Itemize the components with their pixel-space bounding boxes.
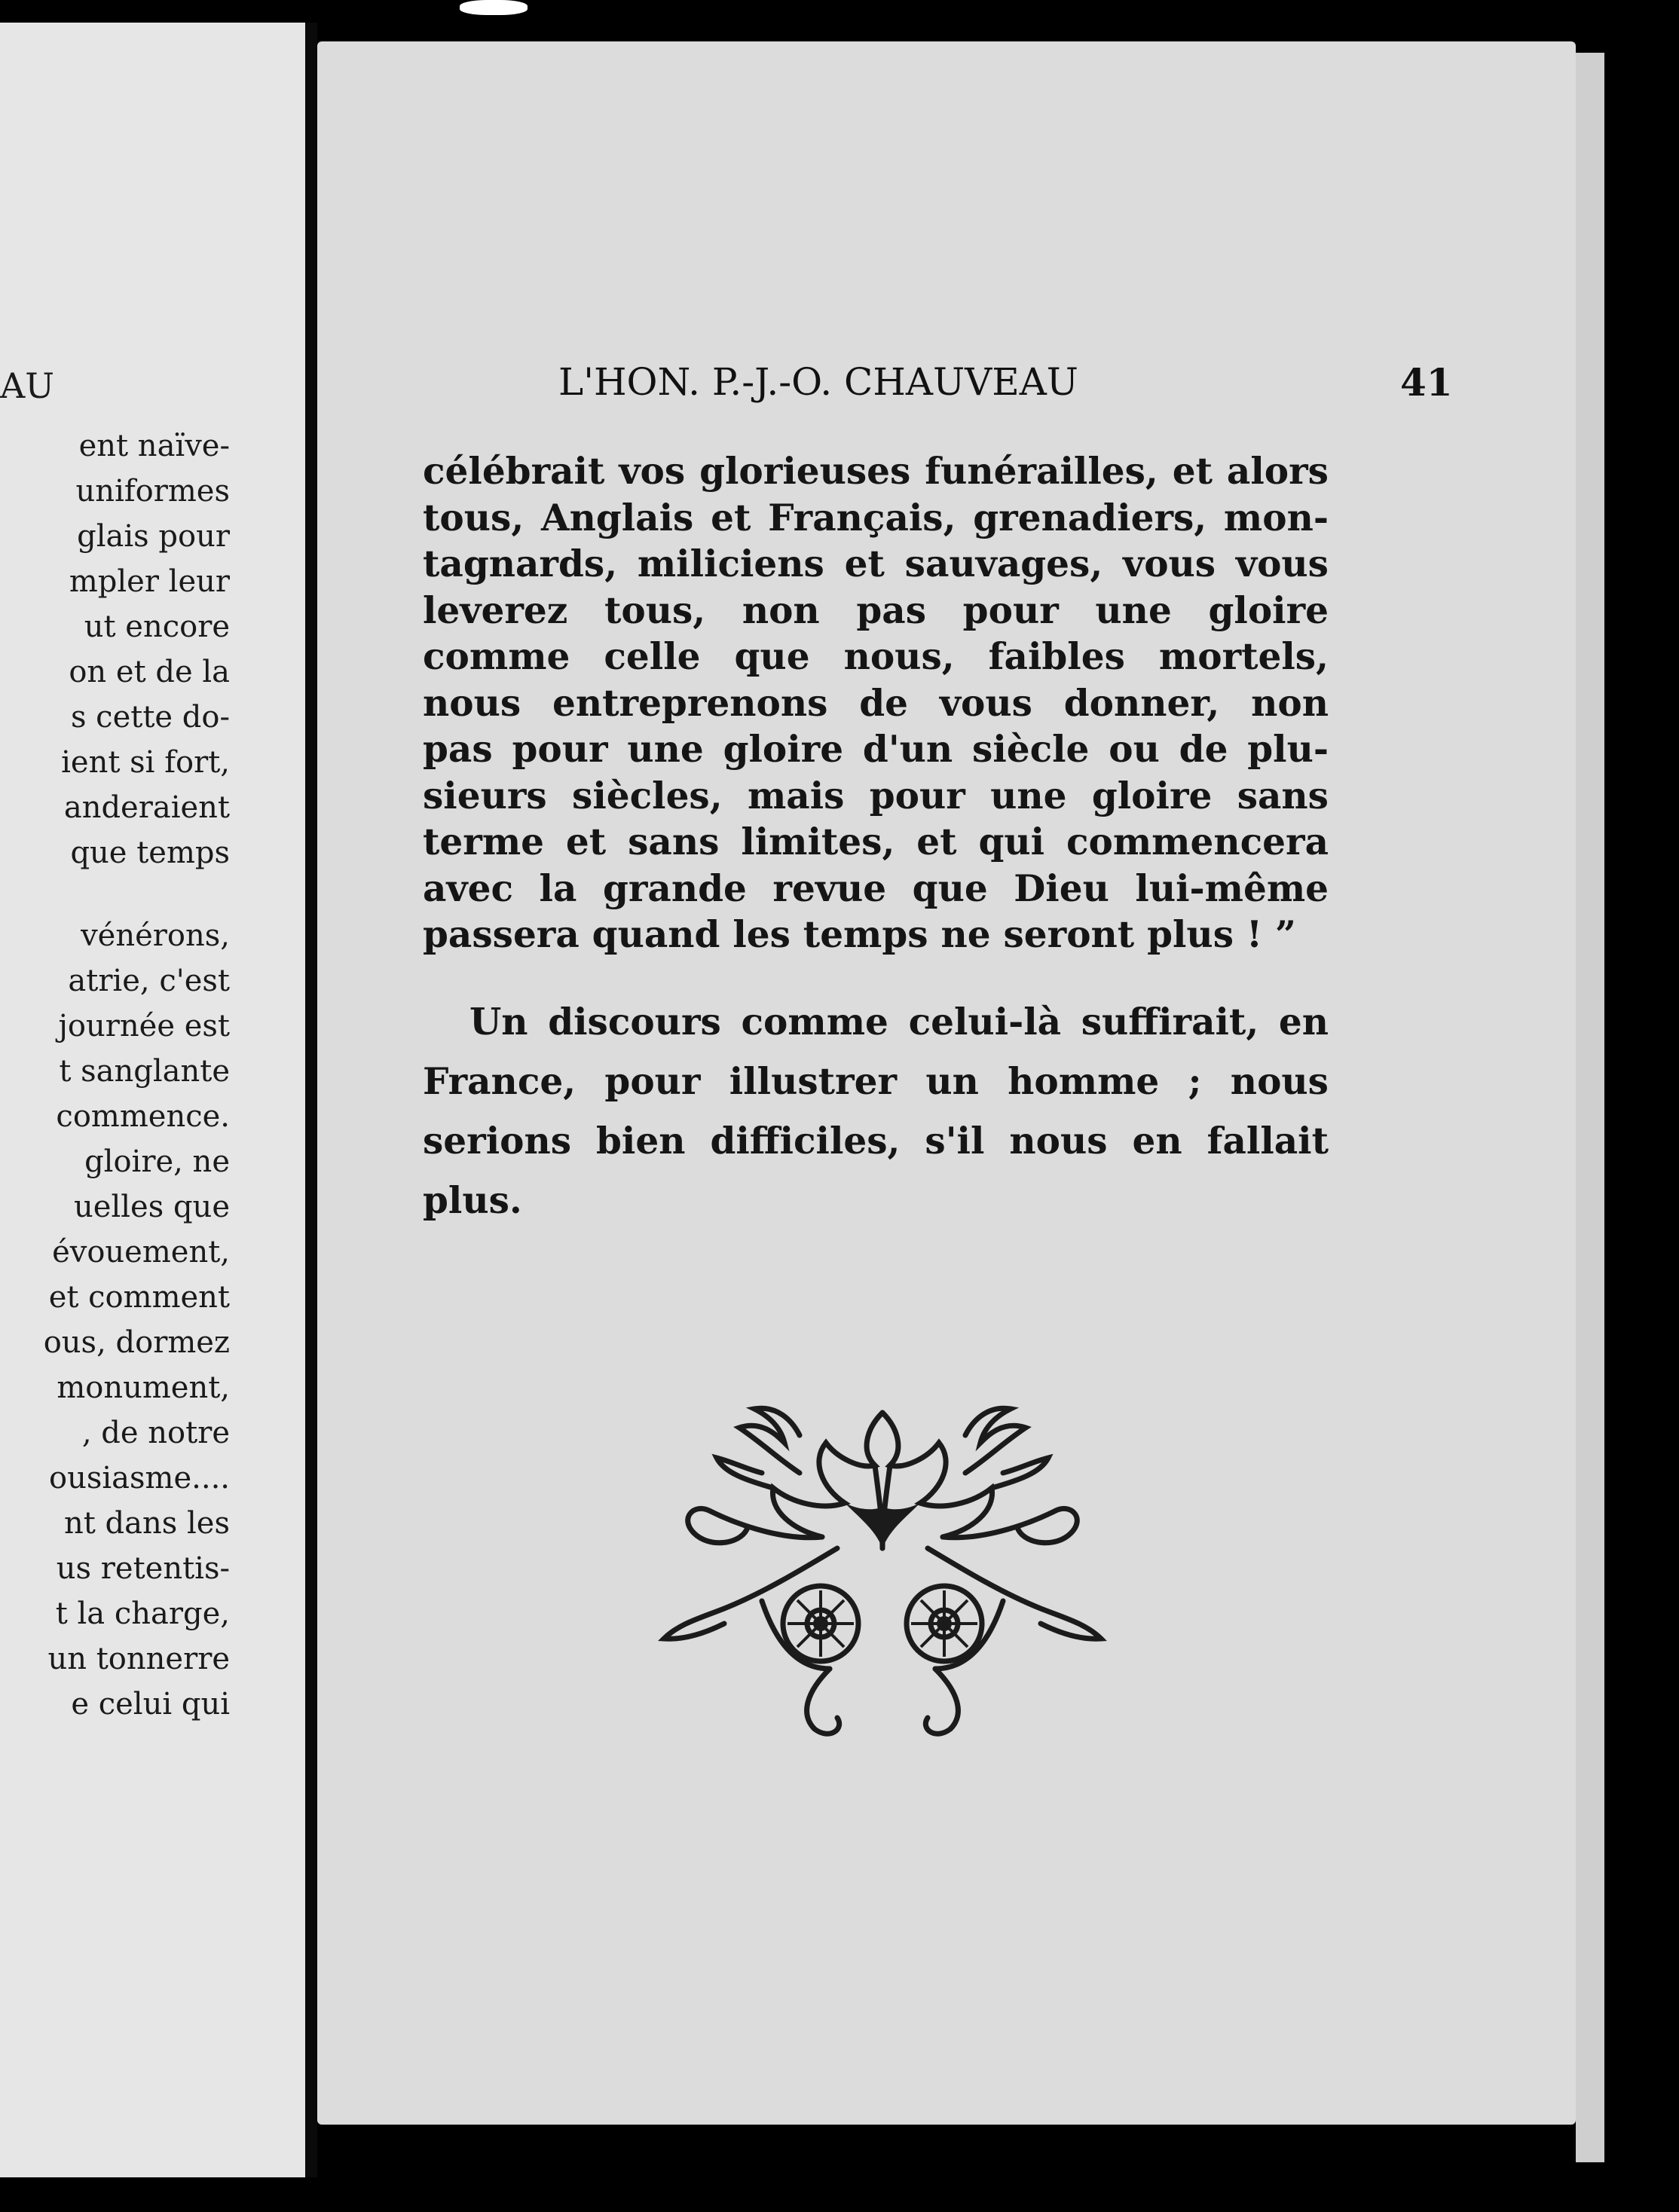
floral-tailpiece-ornament-icon <box>649 1398 1116 1759</box>
left-page-line: commence. <box>56 1099 230 1134</box>
text-line: passera quand les temps ne seront plus ! ” <box>423 913 1296 956</box>
left-page-line: nt dans les <box>64 1506 230 1541</box>
page-edge <box>1576 53 1604 2162</box>
text-line: terme et sans limites, et qui commencera <box>423 820 1329 863</box>
left-page-line: mpler leur <box>69 564 230 599</box>
text-line: France, pour illustrer un homme ; nous <box>423 1059 1329 1103</box>
left-page-line: ient si fort, <box>61 745 230 780</box>
left-page-line: un tonnerre <box>47 1642 230 1676</box>
left-page-line: us retentis- <box>56 1551 230 1586</box>
left-page-line: gloire, ne <box>84 1144 230 1179</box>
left-page-line: et comment <box>48 1280 230 1315</box>
text-line: pas pour une gloire d'un siècle ou de plu- <box>423 728 1329 771</box>
left-page-line: journée est <box>58 1009 230 1043</box>
left-facing-page <box>0 23 305 2177</box>
book-gutter <box>305 23 317 2177</box>
left-page-line: ousiasme.... <box>49 1461 230 1496</box>
text-line: tous, Anglais et Français, grenadiers, mon- <box>423 496 1329 539</box>
text-line: comme celle que nous, faibles mortels, <box>423 635 1329 678</box>
text-line: Un discours comme celui-là suffirait, en <box>469 1000 1329 1043</box>
book-page <box>317 41 1576 2125</box>
left-page-line: ent naïve- <box>78 429 230 463</box>
text-line: nous entreprenons de vous donner, non <box>423 681 1329 725</box>
left-page-line: ut encore <box>84 610 230 644</box>
text-line: sieurs siècles, mais pour une gloire sans <box>423 774 1329 817</box>
text-line: serions bien difficiles, s'il nous en fallait <box>423 1119 1329 1163</box>
paragraph-2 <box>423 992 1329 1230</box>
left-page-line: anderaient <box>63 790 230 825</box>
left-page-line: s cette do- <box>70 700 230 735</box>
text-line: célébrait vos glorieuses funérailles, et alors <box>423 450 1329 493</box>
paragraph-1 <box>423 448 1329 958</box>
text-line: leverez tous, non pas pour une gloire <box>423 588 1329 632</box>
text-line: plus. <box>423 1178 522 1222</box>
left-page-line: vénérons, <box>81 918 230 953</box>
left-page-line: monument, <box>57 1370 230 1405</box>
left-page-line: que temps <box>70 836 230 870</box>
left-running-head: AU <box>0 365 54 406</box>
left-page-line: atrie, c'est <box>68 964 230 998</box>
scan-speck <box>460 0 528 15</box>
left-page-line: uniformes <box>75 474 230 509</box>
left-page-line: t sanglante <box>59 1054 230 1089</box>
left-page-line: on et de la <box>69 655 230 689</box>
left-page-line: glais pour <box>77 519 230 554</box>
running-head-title: L'HON. P.-J.-O. CHAUVEAU <box>558 360 1078 404</box>
left-page-line: évouement, <box>52 1235 230 1269</box>
left-page-line: ous, dormez <box>43 1325 230 1360</box>
left-page-line: e celui qui <box>71 1687 230 1722</box>
left-page-line: uelles que <box>74 1190 230 1224</box>
text-line: tagnards, miliciens et sauvages, vous vous <box>423 542 1329 585</box>
text-line: avec la grande revue que Dieu lui-même <box>423 866 1329 910</box>
left-page-line: , de notre <box>81 1416 230 1450</box>
page-number: 41 <box>1400 360 1453 405</box>
page-body <box>423 448 1329 1230</box>
left-page-line: t la charge, <box>55 1596 230 1631</box>
